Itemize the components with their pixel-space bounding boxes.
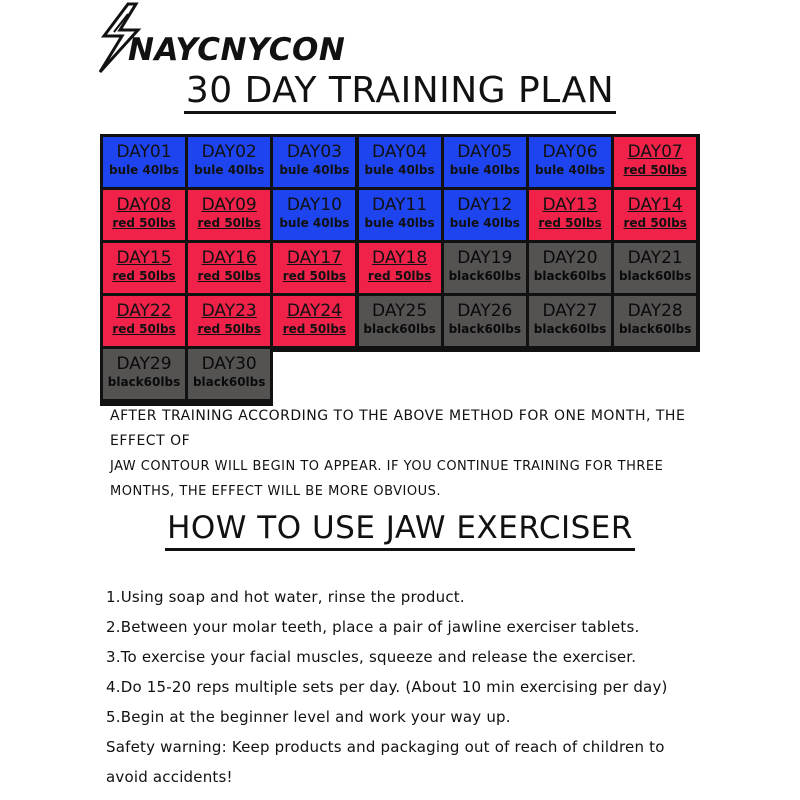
day-weight: black60lbs [448, 269, 522, 283]
day-weight: red 50lbs [112, 269, 176, 283]
day-label: DAY22 [116, 301, 172, 321]
brand-logo [98, 2, 358, 74]
day-label: DAY03 [286, 142, 342, 162]
day-weight: red 50lbs [197, 216, 261, 230]
day-label: DAY20 [542, 248, 598, 268]
day-cell [188, 243, 270, 293]
day-label: DAY11 [372, 195, 428, 215]
note-line-3: MONTHS, THE EFFECT WILL BE MORE OBVIOUS. [110, 484, 442, 499]
day-weight: red 50lbs [197, 269, 261, 283]
day-label: DAY18 [372, 248, 428, 268]
brand-name: NAYCNYCON [128, 32, 346, 68]
day-cell [273, 190, 355, 240]
day-cell [359, 190, 441, 240]
plan-title: 30 DAY TRAINING PLAN [0, 70, 800, 114]
day-cell [103, 296, 185, 346]
day-label: DAY30 [201, 354, 257, 374]
day-label: DAY27 [542, 301, 598, 321]
day-cell [188, 349, 270, 399]
day-label: DAY16 [201, 248, 257, 268]
day-weight: black60lbs [192, 375, 266, 389]
day-cell [188, 137, 270, 187]
day-weight: bule 40lbs [279, 216, 350, 230]
day-weight: bule 40lbs [534, 163, 606, 177]
day-weight: red 50lbs [367, 269, 432, 283]
day-weight: red 50lbs [282, 269, 347, 283]
day-cell [614, 190, 696, 240]
training-note [110, 404, 710, 504]
training-grid [100, 134, 700, 406]
day-weight: black60lbs [618, 322, 692, 336]
day-label: DAY15 [116, 248, 172, 268]
day-cell [103, 190, 185, 240]
day-cell [188, 296, 270, 346]
day-cell [103, 349, 185, 399]
day-label: DAY25 [372, 301, 428, 321]
day-cell [188, 190, 270, 240]
day-cell [614, 243, 696, 293]
day-label: DAY05 [457, 142, 513, 162]
day-weight: black60lbs [533, 269, 607, 283]
day-cell [444, 296, 526, 346]
day-weight: bule 40lbs [364, 216, 435, 230]
day-label: DAY08 [116, 195, 172, 215]
day-weight: red 50lbs [282, 322, 347, 336]
day-cell [273, 296, 355, 346]
day-cell [444, 190, 526, 240]
day-cell [614, 137, 696, 187]
day-cell [614, 296, 696, 346]
day-label: DAY09 [201, 195, 257, 215]
day-weight: bule 40lbs [449, 216, 520, 230]
day-cell [444, 243, 526, 293]
day-label: DAY06 [542, 142, 598, 162]
day-cell [359, 243, 441, 293]
day-label: DAY28 [627, 301, 683, 321]
day-weight: red 50lbs [538, 216, 602, 230]
day-label: DAY19 [457, 248, 513, 268]
day-weight: red 50lbs [112, 216, 176, 230]
day-label: DAY07 [627, 142, 683, 162]
day-label: DAY10 [286, 195, 342, 215]
day-label: DAY13 [542, 195, 598, 215]
note-line-1: AFTER TRAINING ACCORDING TO THE ABOVE METHOD FOR ONE MONTH, THE EFFECT OF [110, 408, 686, 449]
step-item: 1.Using soap and hot water, rinse the product. [106, 588, 465, 606]
day-label: DAY02 [201, 142, 257, 162]
day-label: DAY04 [372, 142, 428, 162]
day-weight: bule 40lbs [449, 163, 520, 177]
day-cell [359, 137, 441, 187]
day-weight: black60lbs [448, 322, 522, 336]
day-label: DAY17 [286, 248, 342, 268]
day-weight: bule 40lbs [108, 163, 180, 177]
day-weight: bule 40lbs [279, 163, 350, 177]
day-weight: red 50lbs [623, 163, 687, 177]
steps-list [106, 582, 746, 792]
step-item: 3.To exercise your facial muscles, squeeze and release the exerciser. [106, 648, 637, 666]
day-weight: black60lbs [618, 269, 692, 283]
day-label: DAY29 [116, 354, 172, 374]
day-label: DAY14 [627, 195, 683, 215]
day-weight: black60lbs [533, 322, 607, 336]
day-cell [273, 243, 355, 293]
day-cell [273, 137, 355, 187]
step-item: 2.Between your molar teeth, place a pair of jawline exerciser tablets. [106, 618, 640, 636]
day-cell [529, 243, 611, 293]
step-item: 4.Do 15-20 reps multiple sets per day. (About 10 min exercising per day) [106, 678, 668, 696]
day-label: DAY24 [286, 301, 342, 321]
day-weight: red 50lbs [112, 322, 176, 336]
day-cell [103, 243, 185, 293]
day-cell [529, 296, 611, 346]
day-weight: bule 40lbs [364, 163, 435, 177]
day-cell [529, 190, 611, 240]
note-line-2: JAW CONTOUR WILL BEGIN TO APPEAR. IF YOU CONTINUE TRAINING FOR THREE [110, 459, 664, 474]
day-cell [103, 137, 185, 187]
day-weight: red 50lbs [623, 216, 687, 230]
day-label: DAY23 [201, 301, 257, 321]
day-cell [359, 296, 441, 346]
howto-title: HOW TO USE JAW EXERCISER [0, 508, 800, 551]
day-weight: red 50lbs [197, 322, 261, 336]
day-label: DAY01 [116, 142, 172, 162]
day-cell [444, 137, 526, 187]
safety-warning: Safety warning: Keep products and packaging out of reach of children to avoid accidents! [106, 738, 665, 786]
day-cell [529, 137, 611, 187]
day-label: DAY26 [457, 301, 513, 321]
day-label: DAY21 [627, 248, 683, 268]
day-weight: bule 40lbs [194, 163, 265, 177]
day-label: DAY12 [457, 195, 513, 215]
step-item: 5.Begin at the beginner level and work your way up. [106, 708, 511, 726]
day-weight: black60lbs [107, 375, 181, 389]
day-weight: black60lbs [363, 322, 436, 336]
